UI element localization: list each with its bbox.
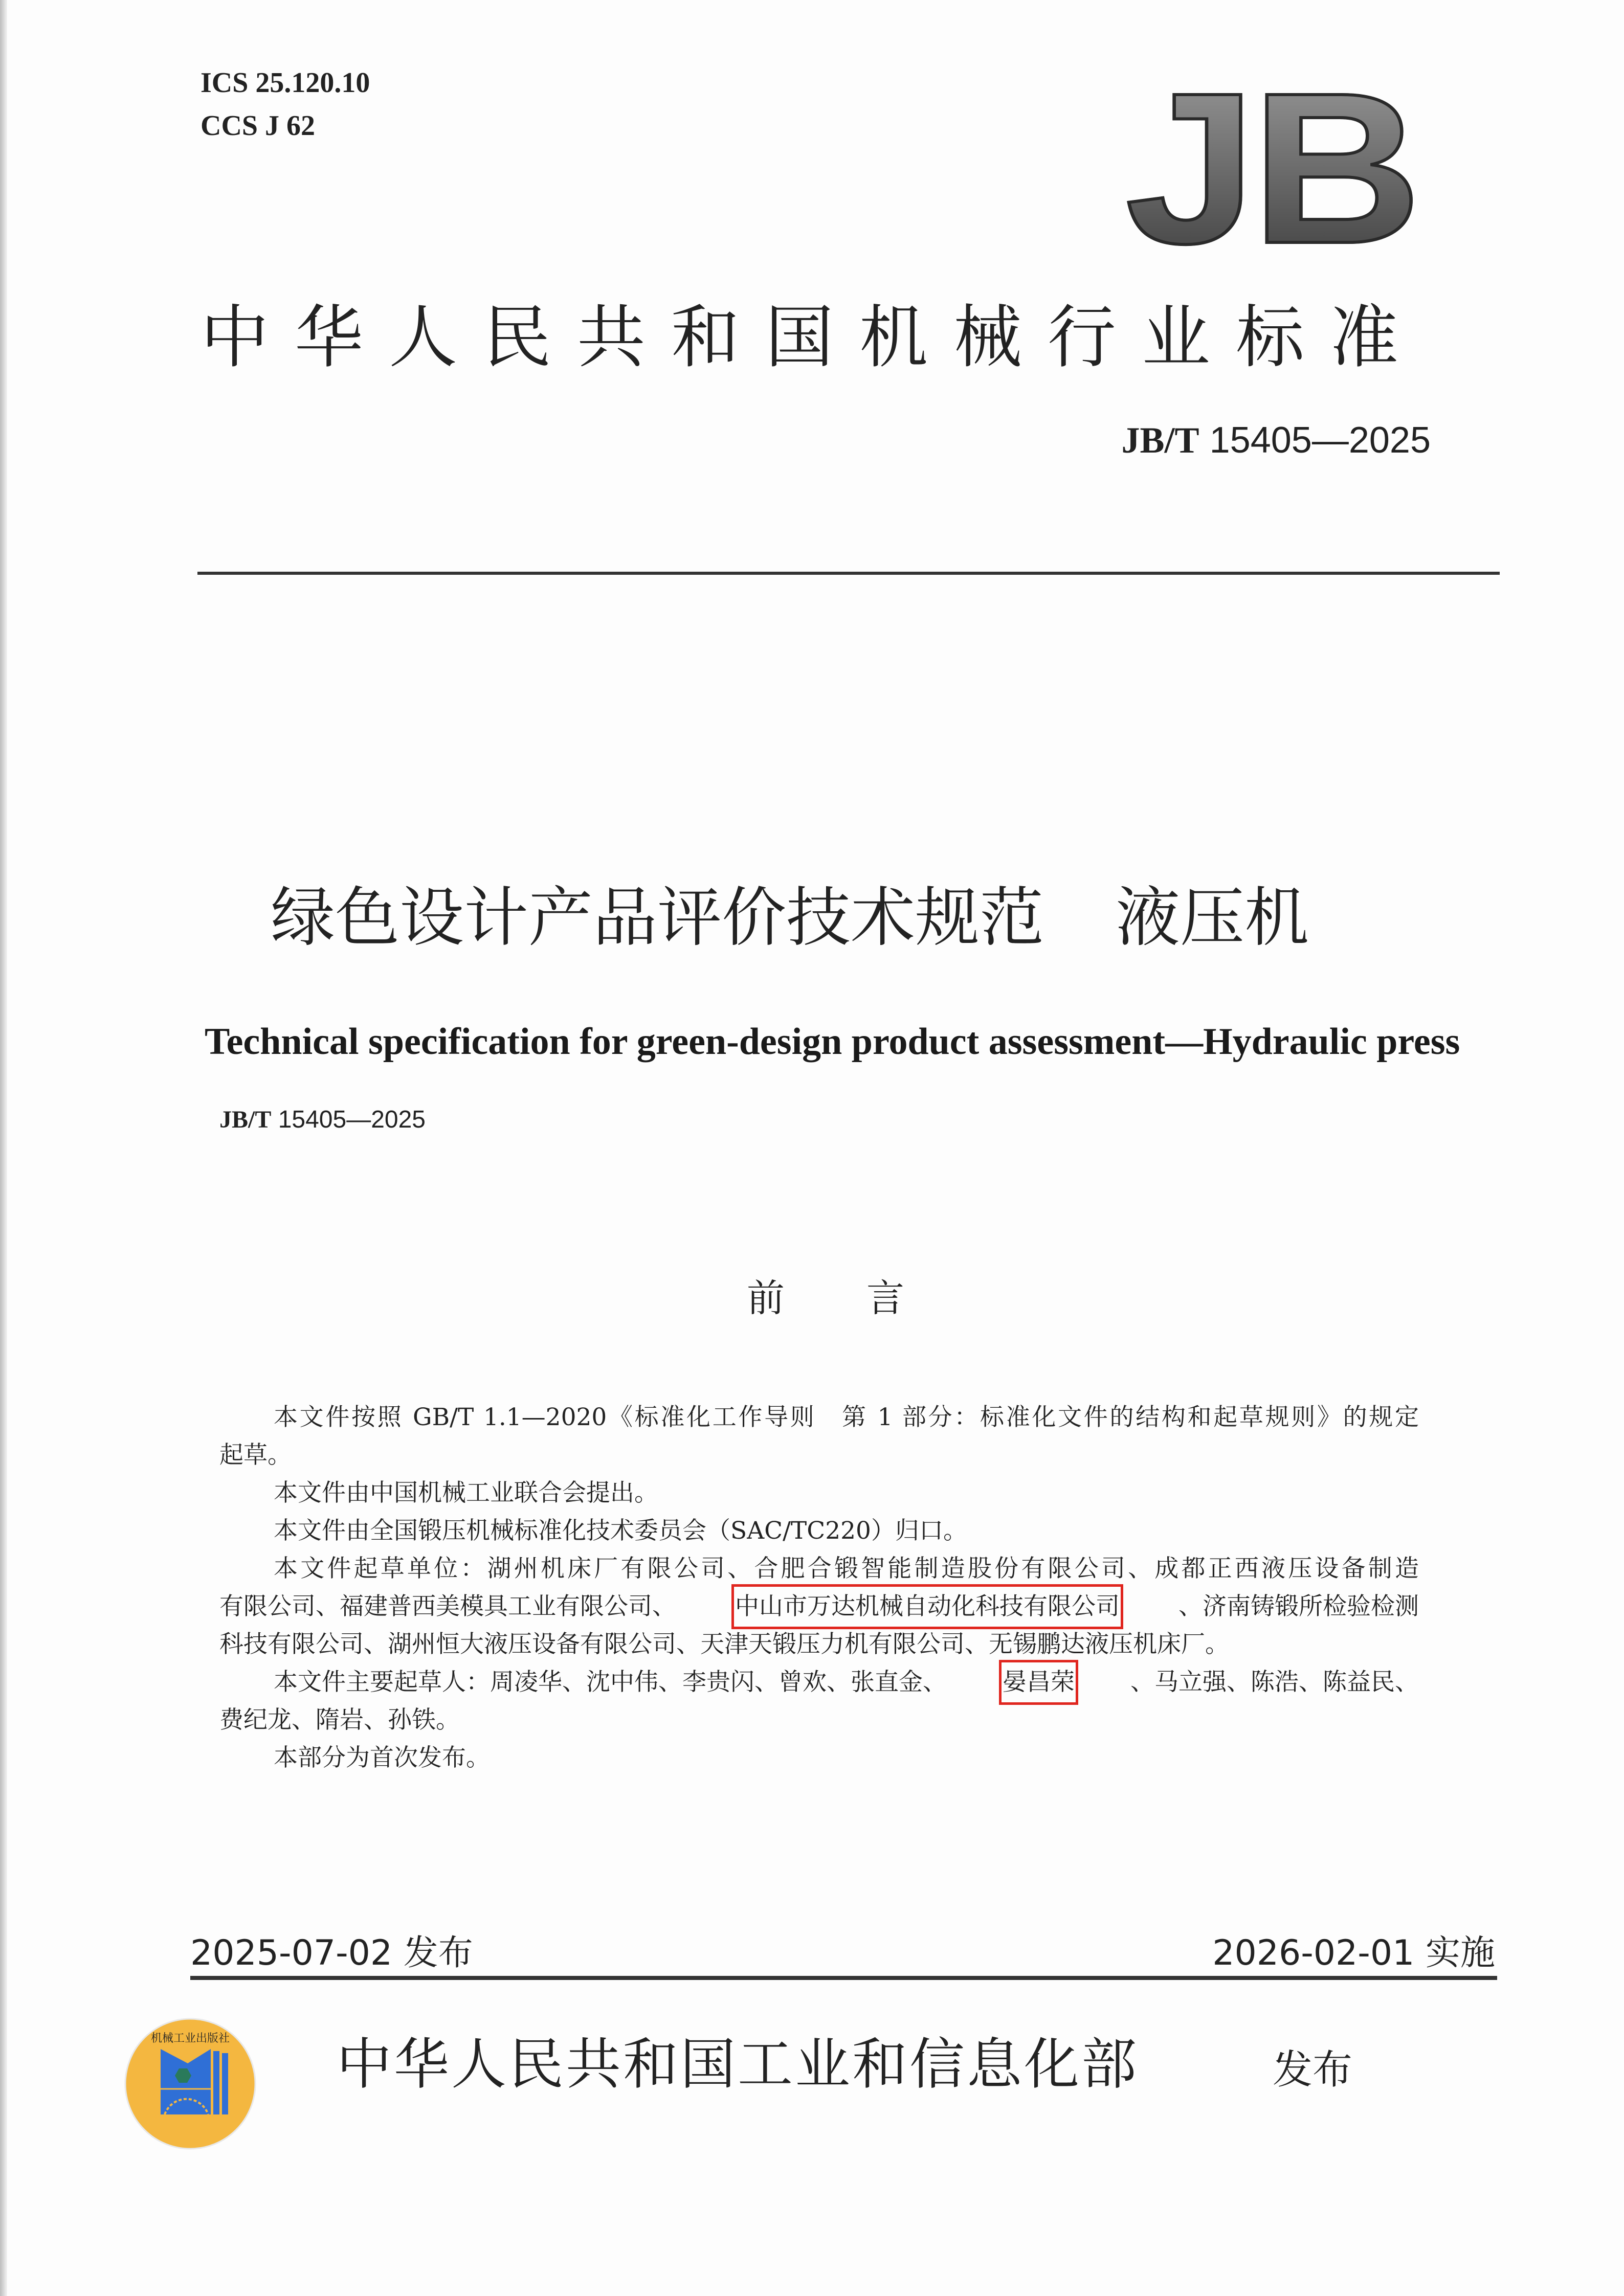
paragraph-line: 本文件按照 GB/T 1.1—2020《标准化工作导则 第 1 部分：标准化文件的结构和起草规则》的规定: [274, 1403, 1419, 1431]
text-segment: 本文件主要起草人：周凌华、沈中伟、李贵闪、曾欢、张直金、: [274, 1668, 947, 1696]
standard-category-title: 中华人民共和国机械行业标准: [201, 298, 1425, 377]
standard-number-value: 15405—2025: [1209, 420, 1431, 461]
ics-code: ICS 25.120.10: [201, 67, 370, 99]
title-cn-sub: 液压机: [1116, 880, 1309, 955]
scan-edge-shadow: [0, 0, 7, 2296]
paragraph-line: 本文件由中国机械工业联合会提出。: [274, 1479, 658, 1507]
effective-date: 2026-02-01 实施: [1212, 1933, 1495, 1973]
standard-prefix: JB/T: [1121, 420, 1199, 461]
paragraph-line: 起草。: [219, 1441, 292, 1469]
paragraph-line: 费纪龙、隋岩、孙铁。: [219, 1706, 460, 1734]
paragraph-line: 本文件起草单位：湖州机床厂有限公司、合肥合锻智能制造股份有限公司、成都正西液压设备制造: [274, 1555, 1419, 1583]
paragraph-line: [219, 1663, 1419, 1701]
header-divider: [197, 572, 1500, 575]
document-title-cn: [271, 880, 1309, 956]
classification-codes: [201, 61, 370, 147]
paragraph-line: 本部分为首次发布。: [274, 1744, 490, 1772]
foreword-body: [219, 1399, 1419, 1777]
title-cn-main: 绿色设计产品评价技术规范: [271, 880, 1044, 955]
paragraph-line: 本文件由全国锻压机械标准化技术委员会（SAC/TC220）归口。: [274, 1517, 967, 1545]
paragraph-line: 科技有限公司、湖州恒大液压设备有限公司、天津天锻压力机有限公司、无锡鹏达液压机床厂。: [219, 1630, 1229, 1658]
document-title-en: Technical specification for green-design product assessment—Hydraulic press: [205, 1021, 1460, 1063]
text-segment: 、马立强、陈浩、陈益民、: [1130, 1668, 1419, 1696]
svg-text:机械工业出版社: 机械工业出版社: [150, 2032, 230, 2045]
highlighted-person: 晏昌荣: [1003, 1663, 1075, 1701]
document-standard-number: [219, 1106, 426, 1134]
publish-date: 2025-07-02 发布: [190, 1933, 473, 1973]
issuing-ministry: 中华人民共和国工业和信息化部: [337, 2033, 1139, 2097]
paragraph-line: [219, 1588, 1419, 1626]
small-prefix: JB/T: [219, 1106, 272, 1133]
jb-logo: JB: [1125, 49, 1416, 288]
standard-number: [1122, 419, 1431, 462]
publish-label: 发布: [1273, 2047, 1353, 2093]
text-segment: 、济南铸锻所检验检测: [1178, 1592, 1419, 1620]
publisher-seal-icon: [124, 2017, 257, 2150]
ccs-code: CCS J 62: [201, 110, 316, 142]
text-segment: 有限公司、福建普西美模具工业有限公司、: [219, 1592, 676, 1620]
small-number: 15405—2025: [278, 1106, 426, 1133]
foreword-heading: 前言: [747, 1276, 986, 1320]
footer-divider: [190, 1976, 1497, 1980]
highlighted-company: 中山市万达机械自动化科技有限公司: [735, 1588, 1120, 1626]
